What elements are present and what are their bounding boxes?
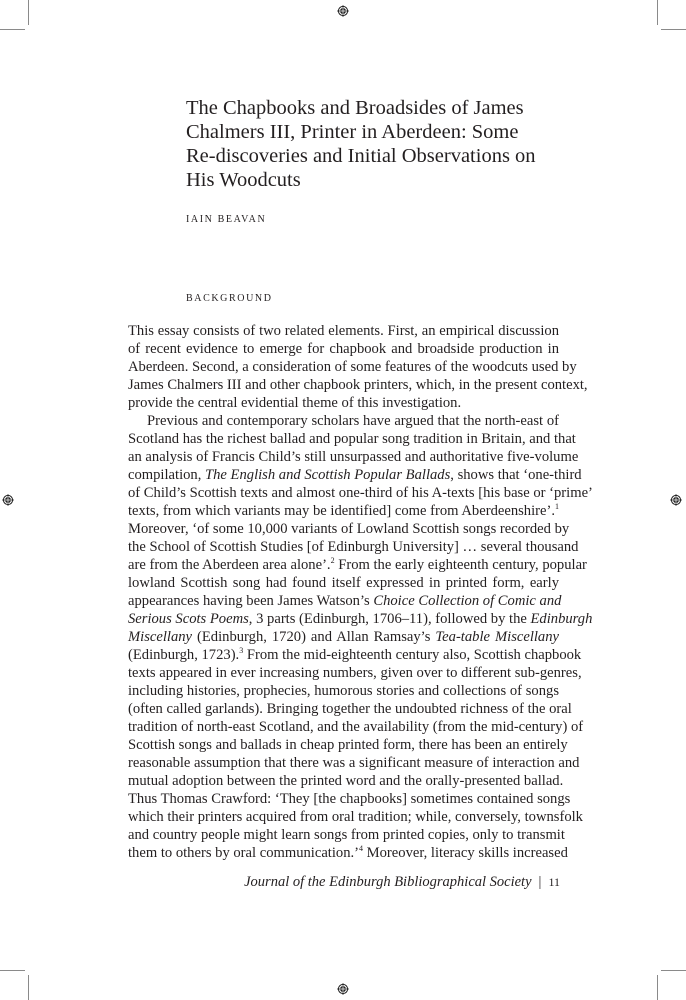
- text-segment: reasonable assumption that there was a significant measure of interaction and: [128, 755, 580, 771]
- text-segment: tradition of north-east Scotland, and the availability (from the mid-century) of: [128, 719, 584, 735]
- running-footer: [244, 874, 560, 891]
- footnote-ref[interactable]: 4: [359, 844, 364, 853]
- text-line: [128, 556, 587, 574]
- text-segment: compilation,: [128, 467, 206, 483]
- text-line: [128, 754, 580, 772]
- footnote-ref[interactable]: 3: [239, 646, 244, 655]
- text-segment: Scottish songs and ballads in cheap printed form, there has been an entirely: [128, 737, 568, 753]
- italic-title: Choice Collection of Comic and: [373, 593, 562, 609]
- text-segment: an analysis of Francis Child’s still unsurpassed and authoritative five-volume: [128, 449, 579, 465]
- text-segment: which their printers acquired from oral tradition; while, conversely, townsfolk: [128, 809, 583, 825]
- crop-mark-top-right-h: [661, 29, 686, 30]
- article-title: [186, 96, 566, 192]
- italic-title: Miscellany: [128, 629, 193, 645]
- text-segment: Moreover, ‘of some 10,000 variants of Lowland Scottish songs recorded by: [128, 521, 570, 537]
- text-segment: the School of Scottish Studies [of Edinburgh University] … several thousand: [128, 539, 579, 555]
- text-line: [128, 430, 576, 448]
- registration-mark-left-icon: [2, 494, 14, 506]
- text-segment: of Child’s Scottish texts and almost one-third of his A-texts [his base or ‘prime’: [128, 485, 593, 501]
- text-segment: From the mid-eighteenth century also, Scottish chapbook: [243, 647, 582, 663]
- text-line: [128, 502, 559, 520]
- text-segment: lowland Scottish song had found itself expressed in printed form, early: [128, 575, 559, 591]
- page-number: 11: [548, 875, 560, 889]
- crop-mark-bottom-left-h: [0, 970, 25, 971]
- text-line: [128, 844, 568, 862]
- text-line: [128, 376, 588, 394]
- text-line: [128, 664, 582, 682]
- section-heading: BACKGROUND: [186, 293, 273, 304]
- text-line: [128, 412, 559, 430]
- registration-mark-bottom-icon: [337, 983, 349, 995]
- italic-title: Edinburgh: [530, 611, 593, 627]
- text-segment: Thus Thomas Crawford: ‘They [the chapbooks] sometimes contained songs: [128, 791, 571, 807]
- italic-title: Tea-table Miscellany: [435, 629, 560, 645]
- text-line: [128, 610, 593, 628]
- italic-title: The English and Scottish Popular Ballads: [205, 467, 451, 483]
- text-line: [128, 646, 582, 664]
- text-segment: Moreover, literacy skills increased: [363, 845, 568, 861]
- title-line: His Woodcuts: [186, 169, 301, 191]
- text-line: [128, 520, 570, 538]
- text-line: [128, 322, 559, 340]
- text-segment: , shows that ‘one-third: [450, 467, 582, 483]
- text-line: [128, 736, 568, 754]
- text-segment: of recent evidence to emerge for chapbook and broadside production in: [128, 341, 559, 357]
- crop-mark-top-left-h: [0, 29, 25, 30]
- crop-mark-bottom-right-v: [657, 975, 658, 1000]
- text-line: [128, 592, 562, 610]
- body-text: [128, 322, 593, 862]
- text-segment: From the early eighteenth century, popular: [334, 557, 587, 573]
- text-segment: are from the Aberdeen area alone’.: [128, 557, 331, 573]
- text-segment: (Edinburgh, 1723).: [128, 647, 240, 663]
- text-segment: including histories, prophecies, humorous stories and collections of songs: [128, 683, 559, 699]
- text-line: [128, 394, 559, 412]
- text-line: [128, 682, 559, 700]
- text-segment: them to others by oral communication.’: [128, 845, 360, 861]
- text-line: [128, 448, 579, 466]
- footnote-ref[interactable]: 2: [330, 556, 335, 565]
- text-line: [128, 574, 559, 592]
- text-segment: and country people might learn songs from printed copies, only to transmit: [128, 827, 565, 843]
- text-line: [128, 484, 593, 502]
- text-segment: mutual adoption between the printed word and the orally-presented ballad.: [128, 773, 564, 789]
- footer-separator: |: [538, 874, 542, 890]
- text-segment: Previous and contemporary scholars have argued that the north-east of: [147, 413, 559, 429]
- title-line: The Chapbooks and Broadsides of James: [186, 97, 524, 119]
- text-segment: This essay consists of two related elements. First, an empirical discussion: [128, 323, 559, 339]
- title-line: Chalmers III, Printer in Aberdeen: Some: [186, 121, 519, 143]
- text-line: [128, 772, 564, 790]
- text-line: [128, 340, 559, 358]
- text-segment: appearances having been James Watson’s: [128, 593, 374, 609]
- journal-name: Journal of the Edinburgh Bibliographical Society: [244, 874, 532, 890]
- text-line: [128, 358, 577, 376]
- text-line: [128, 808, 583, 826]
- crop-mark-bottom-right-h: [661, 970, 686, 971]
- registration-mark-right-icon: [670, 494, 682, 506]
- text-segment: texts, from which variants may be identified] come from Aberdeenshire’.: [128, 503, 555, 519]
- crop-mark-top-left-v: [28, 0, 29, 25]
- text-line: [128, 826, 565, 844]
- text-segment: texts appeared in ever increasing numbers, given over to different sub-genres,: [128, 665, 582, 681]
- text-line: [128, 700, 572, 718]
- title-line: Re-discoveries and Initial Observations on: [186, 145, 536, 167]
- author-name: IAIN BEAVAN: [186, 214, 267, 225]
- crop-mark-bottom-left-v: [28, 975, 29, 1000]
- text-segment: , 3 parts (Edinburgh, 1706–11), followed by the: [248, 611, 531, 627]
- text-segment: provide the central evidential theme of this investigation.: [128, 395, 462, 411]
- text-segment: (Edinburgh, 1720) and Allan Ramsay’s: [192, 629, 436, 645]
- text-segment: James Chalmers III and other chapbook printers, which, in the present context,: [128, 377, 588, 393]
- italic-title: Serious Scots Poems: [128, 611, 249, 627]
- crop-mark-top-right-v: [657, 0, 658, 25]
- text-segment: Scotland has the richest ballad and popular song tradition in Britain, and that: [128, 431, 576, 447]
- registration-mark-top-icon: [337, 5, 349, 17]
- text-segment: Aberdeen. Second, a consideration of some features of the woodcuts used by: [128, 359, 577, 375]
- text-line: [128, 538, 579, 556]
- text-line: [128, 466, 582, 484]
- text-segment: (often called garlands). Bringing together the undoubted richness of the oral: [128, 701, 572, 717]
- footnote-ref[interactable]: 1: [555, 502, 559, 511]
- text-line: [128, 790, 571, 808]
- text-line: [128, 628, 559, 646]
- text-line: [128, 718, 584, 736]
